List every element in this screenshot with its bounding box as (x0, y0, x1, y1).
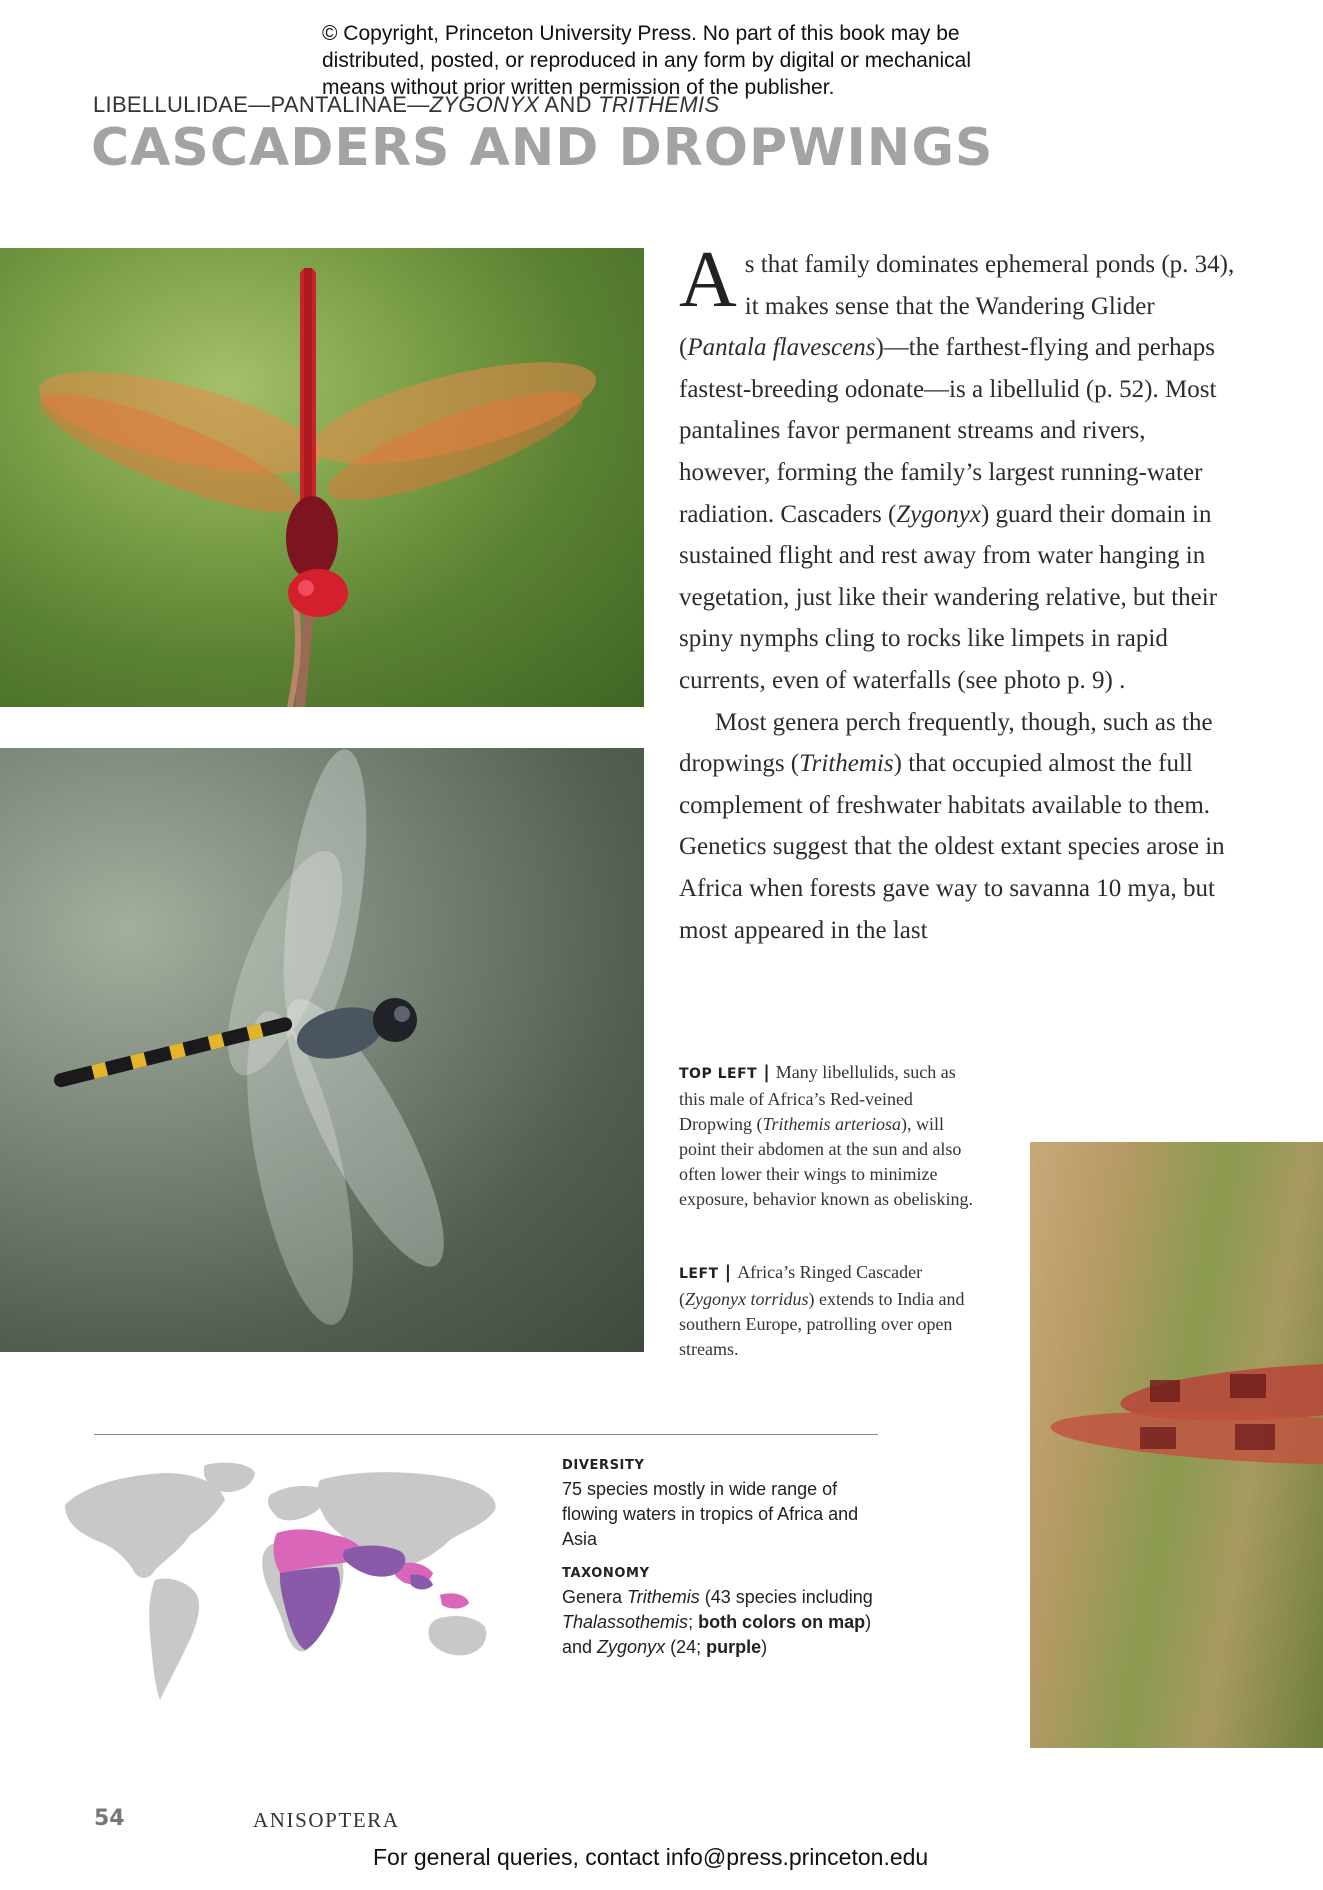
genus-name: Thalassothemis (562, 1612, 689, 1632)
caption-top-left (679, 1060, 979, 1212)
caption-separator: | (724, 1262, 732, 1283)
taxonomy-run: (43 species including (699, 1587, 873, 1607)
map-legend-color: purple (706, 1637, 762, 1657)
breadcrumb-genus-trithemis: TRITHEMIS (598, 92, 720, 117)
diversity-heading: DIVERSITY (562, 1458, 645, 1473)
photo-red-veined-dropwing (0, 248, 644, 707)
stats-panel (562, 1458, 892, 1674)
species-name: Trithemis arteriosa (762, 1114, 902, 1134)
genus-name: Zygonyx (597, 1637, 666, 1657)
page-title: CASCADERS AND DROPWINGS (91, 118, 994, 178)
orange-dragonfly-wing-illustration (1030, 1142, 1323, 1748)
caption-separator: | (763, 1062, 770, 1083)
caption-label: LEFT (679, 1266, 719, 1282)
section-divider (94, 1434, 878, 1435)
species-name: Pantala flavescens (687, 334, 876, 362)
drop-cap: A (679, 236, 737, 324)
taxonomy-run: ; (688, 1612, 699, 1632)
copyright-line: distributed, posted, or reproduced in any form by digital or mechanical (322, 49, 972, 72)
species-name: Zygonyx torridus (685, 1289, 809, 1309)
copyright-line: © Copyright, Princeton University Press. No part of this book may be (322, 22, 960, 45)
copyright-notice (322, 20, 1022, 101)
breadcrumb (93, 92, 719, 118)
body-text (679, 236, 1239, 951)
photo-partial-dragonfly (1030, 1142, 1323, 1748)
red-dragonfly-illustration (0, 248, 644, 707)
range-map (55, 1455, 547, 1725)
taxonomy-text (562, 1585, 892, 1660)
genus-name: Trithemis (627, 1587, 700, 1607)
taxonomy-run: ) (761, 1637, 768, 1657)
caption-text: ), will point their abdomen at the sun and also often lower their wings to minimize exposure, behavior known as obelisking. (679, 1114, 973, 1209)
body-paragraph-2 (679, 702, 1239, 952)
body-text-run: )—the farthest-flying and perhaps fastest-breeding odonate—is a libellulid (p. 52). Most pantalines favor permanent streams and rivers, however, forming the family’s largest running-water radiation. Cascaders ( (679, 334, 1217, 528)
running-head: ANISOPTERA (253, 1808, 400, 1832)
queries-notice: For general queries, contact info@press.princeton.edu (373, 1844, 929, 1870)
breadcrumb-genus-zygonyx: ZYGONYX (429, 92, 540, 117)
cascader-dragonfly-illustration (0, 748, 644, 1352)
caption-text: Many libellulids, such as this male of Africa’s Red-veined Dropwing ( (679, 1062, 956, 1134)
body-text-run: ) that occupied almost the full complement of freshwater habitats available to them. Genetics suggest that the oldest extant species arose in Africa when forests gave way to savanna 10 mya, but most appeared in the last (679, 750, 1225, 944)
taxonomy-run: ) and (562, 1612, 872, 1657)
body-paragraph-1 (679, 236, 1239, 702)
taxonomy-run: (24; (665, 1637, 707, 1657)
body-text-run: Most genera perch frequently, though, such as the dropwings ( (679, 708, 1213, 778)
genus-name: Trithemis (799, 750, 894, 778)
caption-left (679, 1260, 979, 1362)
genus-name: Zygonyx (896, 500, 981, 528)
body-text-run: s that family dominates ephemeral ponds (p. 34), it makes sense that the Wandering Glider ( (679, 251, 1235, 362)
taxonomy-run: Genera (562, 1587, 628, 1607)
caption-text: Africa’s Ringed Cascader ( (679, 1262, 923, 1309)
body-text-run: ) guard their domain in sustained flight and rest away from water hanging in vegetation, just like their wandering relative, but their spiny nymphs cling to rocks like limpets in rapid currents, even of waterfalls (see photo p. 9) . (679, 500, 1218, 694)
breadcrumb-family: LIBELLULIDAE—PANTALINAE— (93, 92, 430, 117)
page-number: 54 (94, 1806, 125, 1831)
diversity-text: 75 species mostly in wide range of flowing waters in tropics of Africa and Asia (562, 1479, 859, 1549)
photo-ringed-cascader (0, 748, 644, 1352)
caption-text: ) extends to India and southern Europe, patrolling over open streams. (679, 1289, 965, 1359)
breadcrumb-and: AND (539, 92, 599, 117)
caption-label: TOP LEFT (679, 1066, 758, 1082)
taxonomy-heading: TAXONOMY (562, 1566, 650, 1581)
map-legend-note: both colors on map (698, 1612, 866, 1632)
copyright-line: means without prior written permission of the publisher. (322, 76, 835, 99)
